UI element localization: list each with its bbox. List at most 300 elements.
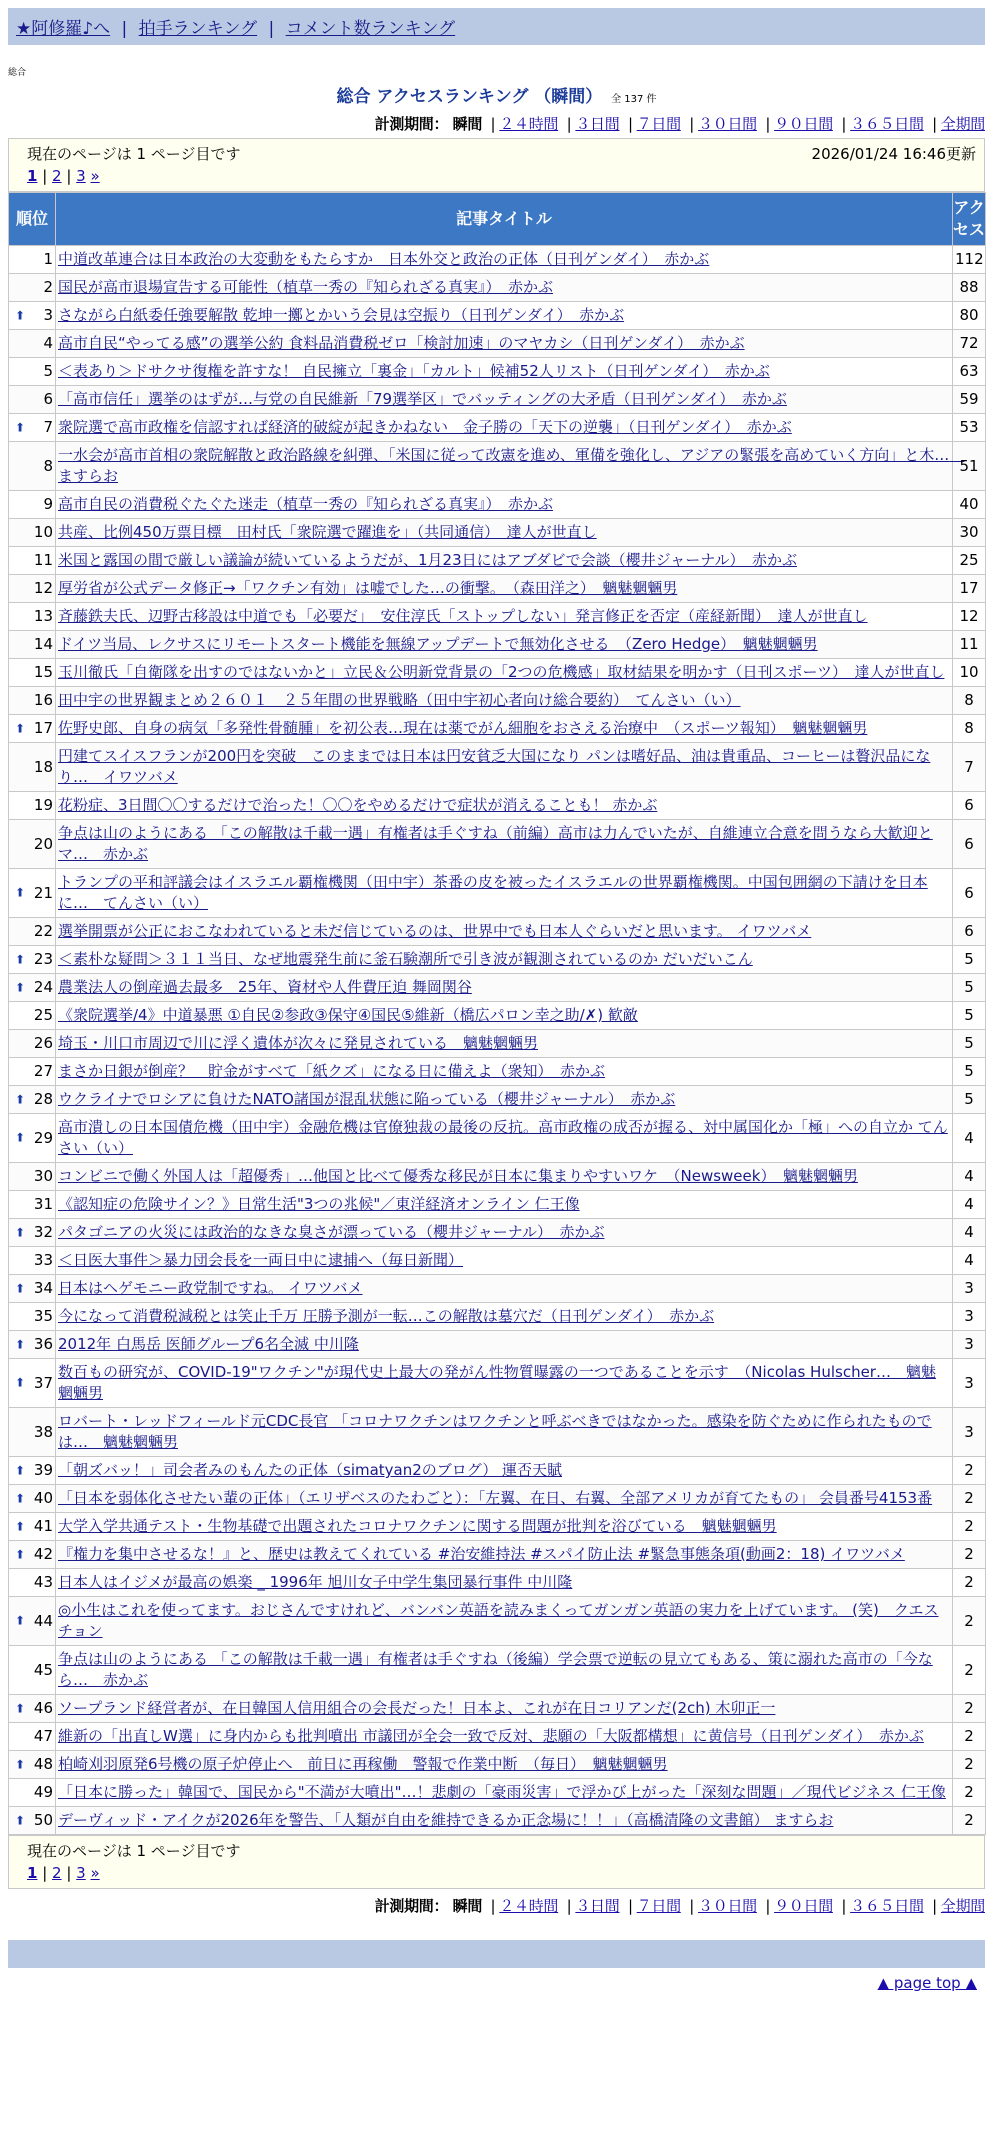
rank-cell <box>9 1569 56 1597</box>
access-count: 2 <box>953 1723 986 1751</box>
table-row <box>9 1569 986 1597</box>
article-link[interactable]: ＜表あり＞ドサクサ復権を許すな！ 自民擁立「裏金」「カルト」候補52人リスト（日刊ゲンダイ） 赤かぶ <box>58 362 770 380</box>
access-count: 63 <box>953 358 986 386</box>
article-link[interactable]: 高市自民“やってる感”の選挙公約 食料品消費税ゼロ「検討加速」のマヤカシ（日刊ゲンダイ） 赤かぶ <box>58 334 745 352</box>
article-link[interactable]: 今になって消費税減税とは笑止千万 圧勝予測が一転…この解散は墓穴だ（日刊ゲンダイ） 赤かぶ <box>58 1307 715 1325</box>
table-row <box>9 386 986 414</box>
article-link[interactable]: 農業法人の倒産過去最多 25年、資材や人件費圧迫 舞岡関谷 <box>58 978 472 996</box>
title-cell <box>56 1513 953 1541</box>
up-arrow-icon: ⬆ <box>15 952 26 966</box>
access-count: 2 <box>953 1807 986 1835</box>
rank-cell <box>9 743 56 792</box>
access-count: 6 <box>953 869 986 918</box>
period-option-30d[interactable]: ３０日間 <box>698 115 757 133</box>
table-row <box>9 1695 986 1723</box>
access-count: 2 <box>953 1457 986 1485</box>
nav-separator: | <box>121 19 128 39</box>
access-count: 40 <box>953 491 986 519</box>
title-cell <box>56 1646 953 1695</box>
table-row <box>9 603 986 631</box>
total-count: 全 137 件 <box>611 94 657 105</box>
title-cell <box>56 1002 953 1030</box>
table-row <box>9 946 986 974</box>
article-link[interactable]: さながら白紙委任強要解散 乾坤一擲とかいう会見は空振り（日刊ゲンダイ） 赤かぶ <box>58 306 625 324</box>
page-link-2[interactable]: 2 <box>52 167 62 185</box>
rank-cell <box>9 386 56 414</box>
title-cell <box>56 1597 953 1646</box>
up-arrow-icon: ⬆ <box>15 1757 26 1771</box>
table-row <box>9 820 986 869</box>
table-row <box>9 869 986 918</box>
rank-number: 23 <box>33 950 53 968</box>
period-option-24h[interactable]: ２４時間 <box>499 115 559 133</box>
access-count: 3 <box>953 1359 986 1408</box>
rank-number: 43 <box>33 1573 53 1591</box>
article-link[interactable]: 維新の「出直しW選」に身内からも批判噴出 市議団が全会一致で反対、悲願の「大阪都構想」に黄信号（日刊ゲンダイ） 赤かぶ <box>58 1727 924 1745</box>
period-option-24h[interactable]: ２４時間 <box>499 1897 559 1915</box>
access-count: 6 <box>953 918 986 946</box>
rank-number: 35 <box>33 1307 53 1325</box>
title-cell <box>56 1457 953 1485</box>
table-row <box>9 1597 986 1646</box>
access-count: 8 <box>953 715 986 743</box>
rank-number: 32 <box>33 1223 53 1241</box>
rank-cell <box>9 1779 56 1807</box>
table-row <box>9 1359 986 1408</box>
access-count: 2 <box>953 1541 986 1569</box>
rank-cell <box>9 946 56 974</box>
access-count: 51 <box>953 442 986 491</box>
rank-cell <box>9 1163 56 1191</box>
title-cell <box>56 1275 953 1303</box>
title-cell <box>56 1723 953 1751</box>
nav-clap-ranking-link[interactable]: 拍手ランキング <box>138 19 258 39</box>
article-link[interactable]: 大学入学共通テスト・生物基礎で出題されたコロナワクチンに関する問題が批判を浴びている 魑魅魍魎男 <box>58 1517 777 1535</box>
table-row <box>9 1114 986 1163</box>
rank-number: 7 <box>43 418 53 436</box>
rank-number: 44 <box>33 1611 53 1630</box>
article-link[interactable]: 埼玉・川口市周辺で川に浮く遺体が次々に発見されている 魑魅魍魎男 <box>58 1034 539 1052</box>
rank-cell <box>9 1695 56 1723</box>
rank-cell <box>9 1002 56 1030</box>
table-row <box>9 358 986 386</box>
rank-cell <box>9 1331 56 1359</box>
pager-top <box>8 138 985 192</box>
rank-number: 22 <box>33 922 53 940</box>
title-cell <box>56 1086 953 1114</box>
rank-number: 8 <box>43 456 53 475</box>
rank-cell <box>9 1597 56 1646</box>
period-selector-top: 計測期間： 瞬間 | ２４時間 | ３日間 | ７日間 | ３０日間 | ９０日間 | ３６５日間 | 全期間 <box>374 115 985 133</box>
updated-timestamp: 2026/01/24 16:46更新 <box>811 145 976 163</box>
table-row <box>9 519 986 547</box>
period-option-all[interactable]: 全期間 <box>940 1897 985 1915</box>
article-link[interactable]: ロバート・レッドフィールド元CDC長官 「コロナワクチンはワクチンと呼ぶべきではなかった。感染を防ぐために作られたものでは… 魑魅魍魎男 <box>58 1412 932 1451</box>
title-cell <box>56 687 953 715</box>
rank-number: 27 <box>33 1062 53 1080</box>
title-cell <box>56 386 953 414</box>
up-arrow-icon: ⬆ <box>15 1547 26 1561</box>
access-count: 112 <box>953 246 986 274</box>
page-top-link[interactable]: ▲ page top ▲ <box>877 1974 977 1992</box>
rank-cell <box>9 1513 56 1541</box>
title-cell <box>56 1751 953 1779</box>
page-link-3[interactable]: 3 <box>76 1864 86 1882</box>
title-cell <box>56 442 965 491</box>
rank-cell <box>9 792 56 820</box>
access-count: 2 <box>953 1569 986 1597</box>
period-current: 瞬間 <box>452 1897 483 1915</box>
table-row <box>9 974 986 1002</box>
article-link[interactable]: 2012年 白馬岳 医師グループ6名全滅 中川隆 <box>58 1335 359 1353</box>
rank-number: 30 <box>33 1167 53 1185</box>
period-option-365d[interactable]: ３６５日間 <box>850 115 924 133</box>
access-count: 3 <box>953 1408 986 1457</box>
access-count: 2 <box>953 1513 986 1541</box>
table-row <box>9 792 986 820</box>
access-count: 4 <box>953 1191 986 1219</box>
access-count: 6 <box>953 792 986 820</box>
table-row <box>9 491 986 519</box>
column-header-title: 記事タイトル <box>56 193 953 246</box>
page-link-1[interactable]: 1 <box>27 167 38 185</box>
article-link[interactable]: 柏崎刈羽原発6号機の原子炉停止へ 前日に再稼働 警報で作業中断 （毎日） 魑魅魍魎男 <box>58 1755 668 1773</box>
table-row <box>9 687 986 715</box>
access-count: 8 <box>953 687 986 715</box>
rank-cell <box>9 274 56 302</box>
rank-number: 33 <box>33 1251 53 1269</box>
article-link[interactable]: 高市自民の消費税ぐたぐた迷走（植草一秀の『知られざる真実』） 赤かぶ <box>58 495 554 513</box>
access-count: 7 <box>953 743 986 792</box>
title-cell <box>56 246 953 274</box>
article-link[interactable]: 玉川徹氏「自衛隊を出すのではないかと」立民＆公明新党背景の「2つの危機感」取材結果を明かす（日刊スポーツ） 達人が世直し <box>58 663 945 681</box>
access-count: 11 <box>953 631 986 659</box>
up-arrow-icon: ⬆ <box>15 1375 26 1390</box>
title-cell <box>56 946 953 974</box>
up-arrow-icon: ⬆ <box>15 1813 26 1827</box>
rank-number: 6 <box>43 390 53 408</box>
rank-number: 38 <box>33 1422 53 1441</box>
title-cell <box>56 1569 953 1597</box>
table-row <box>9 1751 986 1779</box>
title-cell <box>56 414 953 442</box>
table-row <box>9 1779 986 1807</box>
table-row <box>9 659 986 687</box>
article-link[interactable]: 厚労省が公式データ修正→「ワクチン有効」は嘘でした…の衝撃。 （森田洋之） 魑魅魍魎男 <box>58 579 678 597</box>
access-count: 10 <box>953 659 986 687</box>
title-cell <box>56 274 953 302</box>
bottom-bar <box>8 1940 985 1968</box>
pager-status: 現在のページは 1 ページ目です <box>27 145 241 163</box>
title-cell <box>56 1219 953 1247</box>
page-link-1[interactable]: 1 <box>27 1864 38 1882</box>
period-option-90d[interactable]: ９０日間 <box>774 1897 833 1915</box>
page-link-3[interactable]: 3 <box>76 167 86 185</box>
article-link[interactable]: 高市潰しの日本国債危機（田中宇）金融危機は官僚独裁の最後の反抗。高市政権の成否が握る、対中属国化か「極」への自立か てんさい（い） <box>58 1118 948 1157</box>
title-cell <box>56 1541 953 1569</box>
article-link[interactable]: 日本人はイジメが最高の娯楽 _ 1996年 旭川女子中学生集団暴行事件 中川隆 <box>58 1573 573 1591</box>
title-cell <box>56 631 953 659</box>
table-row <box>9 274 986 302</box>
article-link[interactable]: 数百もの研究が、COVID-19"ワクチン"が現代史上最大の発がん性物質曝露の一つであることを示す （Nicolas Hulscher… 魑魅魍魎男 <box>58 1363 936 1402</box>
up-arrow-icon: ⬆ <box>15 1491 26 1505</box>
rank-number: 50 <box>33 1811 53 1829</box>
rank-cell <box>9 246 56 274</box>
period-option-90d[interactable]: ９０日間 <box>774 115 833 133</box>
rank-number: 42 <box>33 1545 53 1563</box>
rank-number: 29 <box>33 1128 53 1147</box>
title-cell <box>56 659 953 687</box>
page-next-link[interactable]: » <box>90 167 100 185</box>
title-cell <box>56 358 953 386</box>
table-row <box>9 1457 986 1485</box>
title-cell <box>56 1331 953 1359</box>
access-count: 5 <box>953 1002 986 1030</box>
ranking-heading <box>0 82 993 107</box>
rank-cell <box>9 1114 56 1163</box>
nav-home-link[interactable]: ★阿修羅♪へ <box>16 19 111 39</box>
title-cell <box>56 869 953 918</box>
article-link[interactable]: ソープランド経営者が、在日韓国人信用組合の会長だった！日本よ、これが在日コリアンだ(2ch) 木卯正一 <box>58 1699 776 1717</box>
rank-number: 48 <box>33 1755 53 1773</box>
up-arrow-icon: ⬆ <box>15 1225 26 1239</box>
article-link[interactable]: 円建てスイスフランが200円を突破 このままでは日本は円安貧乏大国になり パンは嗜好品、油は貴重品、コーヒーは贅沢品になり… イワツバメ <box>58 747 931 786</box>
article-link[interactable]: 『権力を集中させるな！』と、歴史は教えてくれている #治安維持法 #スパイ防止法 #緊急事態条項(動画2：18) イワツバメ <box>58 1545 905 1563</box>
rank-cell <box>9 974 56 1002</box>
rank-number: 19 <box>33 796 53 814</box>
table-row <box>9 330 986 358</box>
access-count: 2 <box>953 1779 986 1807</box>
rank-number: 11 <box>33 551 53 569</box>
rank-cell <box>9 1247 56 1275</box>
pager-bottom <box>8 1835 985 1889</box>
access-count: 4 <box>953 1247 986 1275</box>
rank-cell <box>9 575 56 603</box>
rank-cell <box>9 1646 56 1695</box>
article-link[interactable]: パタゴニアの火災には政治的なきな臭さが漂っている（櫻井ジャーナル） 赤かぶ <box>58 1223 605 1241</box>
title-cell <box>56 1779 953 1807</box>
table-row <box>9 1541 986 1569</box>
table-row <box>9 302 986 330</box>
period-option-3d[interactable]: ３日間 <box>575 115 620 133</box>
article-link[interactable]: 花粉症、3日間〇〇するだけで治った！〇〇をやめるだけで症状が消えることも！ 赤かぶ <box>58 796 658 814</box>
rank-cell <box>9 442 56 491</box>
up-arrow-icon: ⬆ <box>15 1337 26 1351</box>
article-link[interactable]: 「日本を弱体化させたい輩の正体」（エリザベスのたわごと）：「左翼、在日、右翼、全部アメリカが育てたもの」 会員番号4153番 <box>58 1489 933 1507</box>
page-link-2[interactable]: 2 <box>52 1864 62 1882</box>
top-nav-bar <box>8 8 985 45</box>
article-link[interactable]: 「高市信任」選挙のはずが…与党の自民維新「79選挙区」でバッティングの大矛盾（日刊ゲンダイ） 赤かぶ <box>58 390 787 408</box>
period-current: 瞬間 <box>452 115 483 133</box>
access-count: 4 <box>953 1219 986 1247</box>
article-link[interactable]: 田中宇の世界観まとめ２６０１ ２５年間の世界戦略（田中宇初心者向け総合要約） てんさい（い） <box>58 691 741 709</box>
access-count: 80 <box>953 302 986 330</box>
article-link[interactable]: 佐野史郎、自身の病気「多発性骨髄腫」を初公表…現在は薬でがん細胞をおさえる治療中 （スポーツ報知） 魑魅魍魎男 <box>58 719 868 737</box>
up-arrow-icon: ⬆ <box>15 1092 26 1106</box>
access-count: 3 <box>953 1303 986 1331</box>
rank-cell <box>9 1359 56 1408</box>
rank-cell <box>9 820 56 869</box>
article-link[interactable]: 国民が高市退場宣告する可能性（植草一秀の『知られざる真実』） 赤かぶ <box>58 278 554 296</box>
rank-cell <box>9 491 56 519</box>
rank-number: 16 <box>33 691 53 709</box>
rank-number: 21 <box>33 883 53 902</box>
rank-cell <box>9 330 56 358</box>
article-link[interactable]: 一水会が高市首相の衆院解散と政治路線を糾弾、「米国に従って改憲を進め、軍備を強化し、アジアの緊張を高めていく方向」と木… ますらお <box>58 446 965 485</box>
article-link[interactable]: まさか日銀が倒産？ 貯金がすべて「紙クズ」になる日に備えよ（衆知） 赤かぶ <box>58 1062 606 1080</box>
rank-cell <box>9 1751 56 1779</box>
article-link[interactable]: 衆院選で高市政権を信認すれば経済的破綻が起きかねない 金子勝の「天下の逆襲」（日刊ゲンダイ） 赤かぶ <box>58 418 792 436</box>
table-row <box>9 1485 986 1513</box>
table-row <box>9 1247 986 1275</box>
article-link[interactable]: 「朝ズバッ！」司会者みのもんたの正体（simatyan2のブログ） 運否天賦 <box>58 1461 563 1479</box>
table-row <box>9 1303 986 1331</box>
rank-cell <box>9 918 56 946</box>
rank-number: 26 <box>33 1034 53 1052</box>
rank-cell <box>9 547 56 575</box>
rank-cell <box>9 687 56 715</box>
article-link[interactable]: デーヴィッド・アイクが2026年を警告、「人類が自由を維持できるか正念場に！！」（高橋清隆の文書館） ますらお <box>58 1811 834 1829</box>
pager-links: 1 | 2 | 3 » <box>27 167 100 185</box>
title-cell <box>56 1807 953 1835</box>
article-link[interactable]: 斉藤鉄夫氏、辺野古移設は中道でも「必要だ」 安住淳氏「ストップしない」発言修正を否定（産経新聞） 達人が世直し <box>58 607 868 625</box>
rank-number: 24 <box>33 978 53 996</box>
article-link[interactable]: 米国と露国の間で厳しい議論が続いているようだが、1月23日にはアブダビで会談（櫻井ジャーナル） 赤かぶ <box>58 551 798 569</box>
rank-number: 20 <box>33 834 53 853</box>
rank-number: 34 <box>33 1279 53 1297</box>
period-label: 計測期間： <box>374 1897 449 1915</box>
period-option-3d[interactable]: ３日間 <box>575 1897 620 1915</box>
access-count: 30 <box>953 519 986 547</box>
rank-cell <box>9 1457 56 1485</box>
article-link[interactable]: 選挙開票が公正におこなわれていると未だ信じているのは、世界中でも日本人ぐらいだと思います。 イワツバメ <box>58 922 812 940</box>
article-link[interactable]: ＜日医大事件＞暴力団会長を一両日中に逮捕へ（毎日新聞） <box>58 1251 464 1269</box>
access-count: 5 <box>953 1086 986 1114</box>
rank-number: 47 <box>33 1727 53 1745</box>
title-cell <box>56 1030 953 1058</box>
title-cell <box>56 1485 953 1513</box>
access-count: 5 <box>953 1030 986 1058</box>
up-arrow-icon: ⬆ <box>15 308 26 322</box>
access-count: 2 <box>953 1646 986 1695</box>
rank-number: 25 <box>33 1006 53 1024</box>
article-link[interactable]: 争点は山のようにある 「この解散は千載一遇」有権者は手ぐすね（後編）学会票で逆転の見立てもある、策に溺れた高市の「今なら… 赤かぶ <box>58 1650 933 1689</box>
title-cell <box>56 519 953 547</box>
article-link[interactable]: ウクライナでロシアに負けたNATO諸国が混乱状態に陥っている（櫻井ジャーナル） 赤かぶ <box>58 1090 676 1108</box>
rank-cell <box>9 1541 56 1569</box>
article-link[interactable]: 争点は山のようにある 「この解散は千載一遇」有権者は手ぐすね（前編）高市は力んでいたが、自維連立合意を問うなら大歓迎とマ… 赤かぶ <box>58 824 933 863</box>
rank-number: 36 <box>33 1335 53 1353</box>
rank-cell <box>9 1058 56 1086</box>
table-row <box>9 1723 986 1751</box>
ranking-table-body <box>9 246 986 1835</box>
access-count: 5 <box>953 946 986 974</box>
up-arrow-icon: ⬆ <box>15 1463 26 1477</box>
rank-number: 14 <box>33 635 53 653</box>
table-row <box>9 547 986 575</box>
title-cell <box>56 715 953 743</box>
article-link[interactable]: 共産、比例450万票目標 田村氏「衆院選で躍進を」（共同通信） 達人が世直し <box>58 523 597 541</box>
pager-status-bottom: 現在のページは 1 ページ目です <box>27 1842 241 1860</box>
article-link[interactable]: トランプの平和評議会はイスラエル覇権機関（田中宇）茶番の皮を被ったイスラエルの世界覇権機関。中国包囲網の下請けを日本に… てんさい（い） <box>58 873 928 912</box>
article-link[interactable]: 「日本に勝った」韓国で、国民から"不満が大噴出"…！悲劇の「豪雨災害」で浮かび上がった「深刻な問題」／現代ビジネス 仁王像 <box>58 1783 946 1801</box>
period-option-365d[interactable]: ３６５日間 <box>850 1897 924 1915</box>
rank-cell <box>9 519 56 547</box>
title-cell <box>56 918 953 946</box>
rank-number: 13 <box>33 607 53 625</box>
rank-number: 2 <box>43 278 53 296</box>
up-arrow-icon: ⬆ <box>15 1519 26 1533</box>
ranking-table-header <box>9 193 986 246</box>
table-row <box>9 918 986 946</box>
section-label: 総合 <box>8 68 27 78</box>
rank-cell <box>9 603 56 631</box>
period-option-7d[interactable]: ７日間 <box>636 115 681 133</box>
period-option-all[interactable]: 全期間 <box>940 115 985 133</box>
up-arrow-icon: ⬆ <box>15 885 26 900</box>
rank-number: 39 <box>33 1461 53 1479</box>
nav-comment-ranking-link[interactable]: コメント数ランキング <box>285 19 456 39</box>
table-row <box>9 1086 986 1114</box>
title-cell <box>56 1114 953 1163</box>
table-row <box>9 631 986 659</box>
table-row <box>9 715 986 743</box>
rank-cell <box>9 358 56 386</box>
rank-cell <box>9 631 56 659</box>
up-arrow-icon: ⬆ <box>15 1701 26 1715</box>
title-cell <box>56 1163 953 1191</box>
access-count: 88 <box>953 274 986 302</box>
rank-cell <box>9 302 56 330</box>
page-next-link[interactable]: » <box>90 1864 100 1882</box>
article-link[interactable]: 《認知症の危険サイン？》日常生活"3つの兆候"／東洋経済オンライン 仁王像 <box>58 1195 580 1213</box>
rank-number: 28 <box>33 1090 53 1108</box>
article-link[interactable]: ◎小生はこれを使ってます。おじさんですけれど、バンバン英語を読みまくってガンガン英語の実力を上げています。 (笑) クエスチョン <box>58 1601 939 1640</box>
rank-cell <box>9 1485 56 1513</box>
article-link[interactable]: 中道改革連合は日本政治の大変動をもたらすか 日本外交と政治の正体（日刊ゲンダイ） 赤かぶ <box>58 250 710 268</box>
period-option-30d[interactable]: ３０日間 <box>698 1897 757 1915</box>
period-label: 計測期間： <box>374 115 449 133</box>
title-cell <box>56 974 953 1002</box>
access-count: 53 <box>953 414 986 442</box>
title-cell <box>56 1695 953 1723</box>
article-link[interactable]: コンビニで働く外国人は「超優秀」…他国と比べて優秀な移民が日本に集まりやすいワケ （Newsweek） 魑魅魍魎男 <box>58 1167 858 1185</box>
period-option-7d[interactable]: ７日間 <box>636 1897 681 1915</box>
access-count: 4 <box>953 1114 986 1163</box>
access-count: 17 <box>953 575 986 603</box>
article-link[interactable]: 日本はヘゲモニー政党制ですね。 イワツバメ <box>58 1279 363 1297</box>
up-arrow-icon: ⬆ <box>15 980 26 994</box>
access-count: 5 <box>953 974 986 1002</box>
rank-cell <box>9 1807 56 1835</box>
article-link[interactable]: ＜素朴な疑問＞３１１当日、なぜ地震発生前に釜石験潮所で引き波が観測されているのか だいだいこん <box>58 950 753 968</box>
rank-number: 40 <box>33 1489 53 1507</box>
rank-cell <box>9 1275 56 1303</box>
article-link[interactable]: 《衆院選挙/4》中道暴悪 ①自民②参政③保守④国民⑤維新（橋広パロン幸之助/✗) 歓敵 <box>58 1006 638 1024</box>
rank-cell <box>9 1303 56 1331</box>
title-cell <box>56 1191 953 1219</box>
title-cell <box>56 603 953 631</box>
access-count: 59 <box>953 386 986 414</box>
table-row <box>9 743 986 792</box>
up-arrow-icon: ⬆ <box>15 1130 26 1145</box>
article-link[interactable]: ドイツ当局、レクサスにリモートスタート機能を無線アップデートで無効化させる （Zero Hedge） 魑魅魍魎男 <box>58 635 818 653</box>
ranking-table <box>8 192 986 1835</box>
access-count: 72 <box>953 330 986 358</box>
title-cell <box>56 575 953 603</box>
table-row <box>9 1163 986 1191</box>
access-count: 25 <box>953 547 986 575</box>
